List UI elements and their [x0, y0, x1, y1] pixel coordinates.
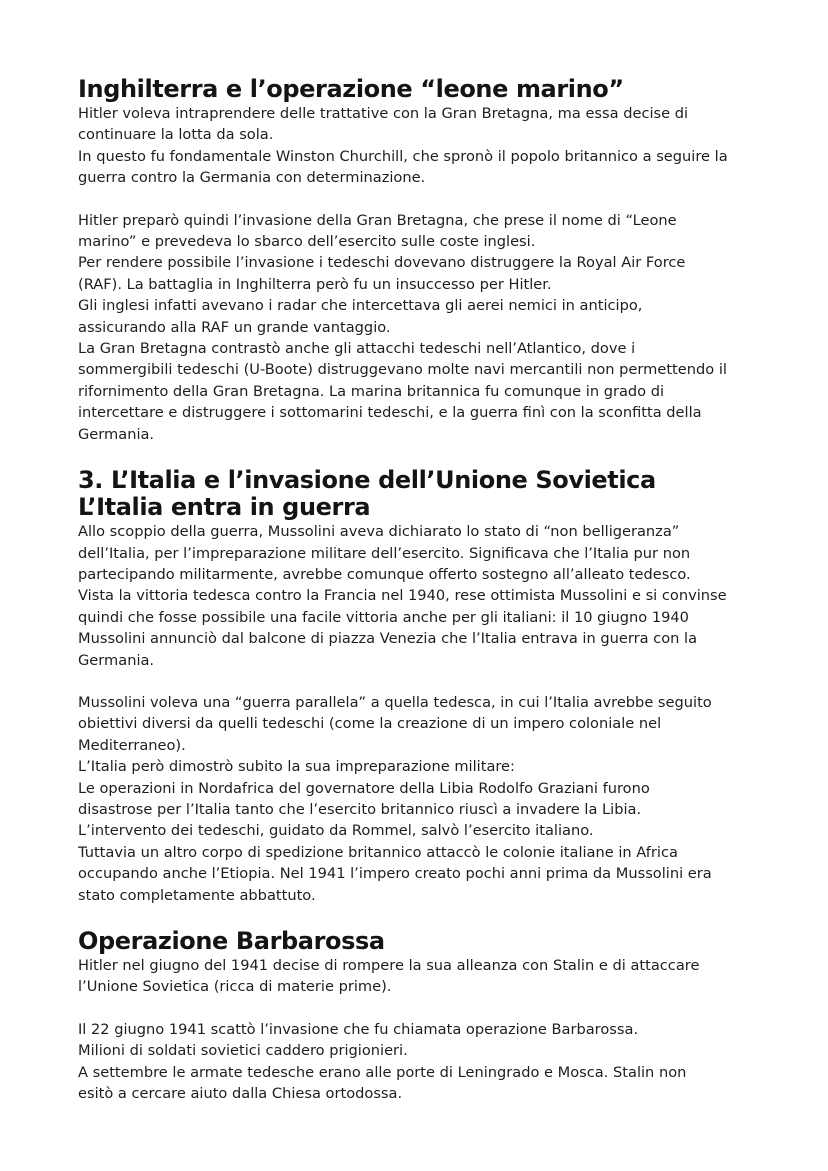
- text-line: guerra contro la Germania con determinazione.: [78, 169, 426, 187]
- section-barbarossa: [78, 928, 798, 1104]
- text-line: obiettivi diversi da quelli tedeschi (come la creazione di un impero coloniale nel: [78, 715, 662, 733]
- text-line: Germania.: [78, 425, 155, 443]
- section-heading: 3. L’Italia e l’invasione dell’Unione Sovietica: [78, 466, 656, 495]
- text-line: esitò a cercare aiuto dalla Chiesa ortodossa.: [78, 1085, 403, 1103]
- text-line: L’Italia però dimostrò subito la sua impreparazione militare:: [78, 758, 515, 776]
- text-line: Mussolini annunciò dal balcone di piazza Venezia che l’Italia entrava in guerra con la: [78, 630, 698, 648]
- text-line: quindi che fosse possibile una facile vittoria anche per gli italiani: il 10 giugno 1940: [78, 608, 689, 626]
- text-line: occupando anche l’Etiopia. Nel 1941 l’impero creato pochi anni prima da Mussolini era: [78, 865, 712, 883]
- text-line: stato completamente abbattuto.: [78, 886, 316, 904]
- text-line: Vista la vittoria tedesca contro la Francia nel 1940, rese ottimista Mussolini e si convinse: [78, 587, 727, 605]
- text-line: Gli inglesi infatti avevano i radar che intercettava gli aerei nemici in anticipo,: [78, 297, 643, 315]
- text-line: Tuttavia un altro corpo di spedizione britannico attaccò le colonie italiane in Africa: [78, 843, 678, 861]
- text-line: Hitler nel giugno del 1941 decise di rompere la sua alleanza con Stalin e di attaccare: [78, 957, 700, 974]
- text-line: La Gran Bretagna contrastò anche gli attacchi tedeschi nell’Atlantico, dove i: [78, 340, 636, 358]
- text-line: Le operazioni in Nordafrica del governatore della Libia Rodolfo Graziani furono: [78, 779, 650, 797]
- text-line: A settembre le armate tedesche erano alle porte di Leningrado e Mosca. Stalin non: [78, 1063, 687, 1081]
- text-line: Hitler preparò quindi l’invasione della Gran Bretagna, che prese il nome di “Leone: [78, 211, 677, 229]
- section-heading: Inghilterra e l’operazione “leone marino”: [78, 75, 624, 103]
- text-line: sommergibili tedeschi (U-Boote) distruggevano molte navi mercantili non permettendo il: [78, 361, 727, 379]
- text-line: Allo scoppio della guerra, Mussolini aveva dichiarato lo stato di “non belligeranza”: [78, 523, 680, 541]
- section-heading: L’Italia entra in guerra: [78, 493, 371, 522]
- text-line: l’Unione Sovietica (ricca di materie prime).: [78, 978, 392, 996]
- text-line: (RAF). La battaglia in Inghilterra però fu un insuccesso per Hitler.: [78, 275, 552, 293]
- text-line: marino” e prevedeva lo sbarco dell’esercito sulle coste inglesi.: [78, 233, 536, 251]
- text-line: assicurando alla RAF un grande vantaggio.: [78, 318, 391, 336]
- text-line: rifornimento della Gran Bretagna. La marina britannica fu comunque in grado di: [78, 382, 665, 400]
- text-line: Per rendere possibile l’invasione i tedeschi dovevano distruggere la Royal Air Force: [78, 254, 686, 272]
- paragraph-gap: [78, 671, 798, 692]
- text-line: In questo fu fondamentale Winston Churchill, che spronò il popolo britannico a seguire la: [78, 147, 728, 165]
- text-line: continuare la lotta da sola.: [78, 126, 274, 144]
- section-italia-urss: [78, 467, 798, 906]
- text-line: L’intervento dei tedeschi, guidato da Rommel, salvò l’esercito italiano.: [78, 822, 594, 840]
- text-line: Hitler voleva intraprendere delle trattative con la Gran Bretagna, ma essa decise di: [78, 105, 689, 122]
- text-line: Germania.: [78, 651, 155, 669]
- paragraph-gap: [78, 998, 798, 1019]
- text-line: partecipando militarmente, avrebbe comunque offerto sostegno all’alleato tedesco.: [78, 565, 691, 583]
- paragraph-gap: [78, 189, 798, 210]
- text-line: Mediterraneo).: [78, 736, 186, 754]
- text-line: intercettare e distruggere i sottomarini tedeschi, e la guerra finì con la sconfitta della: [78, 404, 702, 422]
- section-leone-marino: [78, 76, 798, 445]
- section-heading: Operazione Barbarossa: [78, 927, 385, 955]
- text-line: disastrose per l’Italia tanto che l’esercito britannico riuscì a invadere la Libia.: [78, 800, 642, 818]
- text-line: Milioni di soldati sovietici caddero prigionieri.: [78, 1042, 408, 1060]
- text-line: dell’Italia, per l’impreparazione militare dell’esercito. Significava che l’Italia pur non: [78, 544, 691, 562]
- text-line: Il 22 giugno 1941 scattò l’invasione che fu chiamata operazione Barbarossa.: [78, 1020, 639, 1038]
- text-line: Mussolini voleva una “guerra parallela” a quella tedesca, in cui l’Italia avrebbe seguito: [78, 693, 712, 711]
